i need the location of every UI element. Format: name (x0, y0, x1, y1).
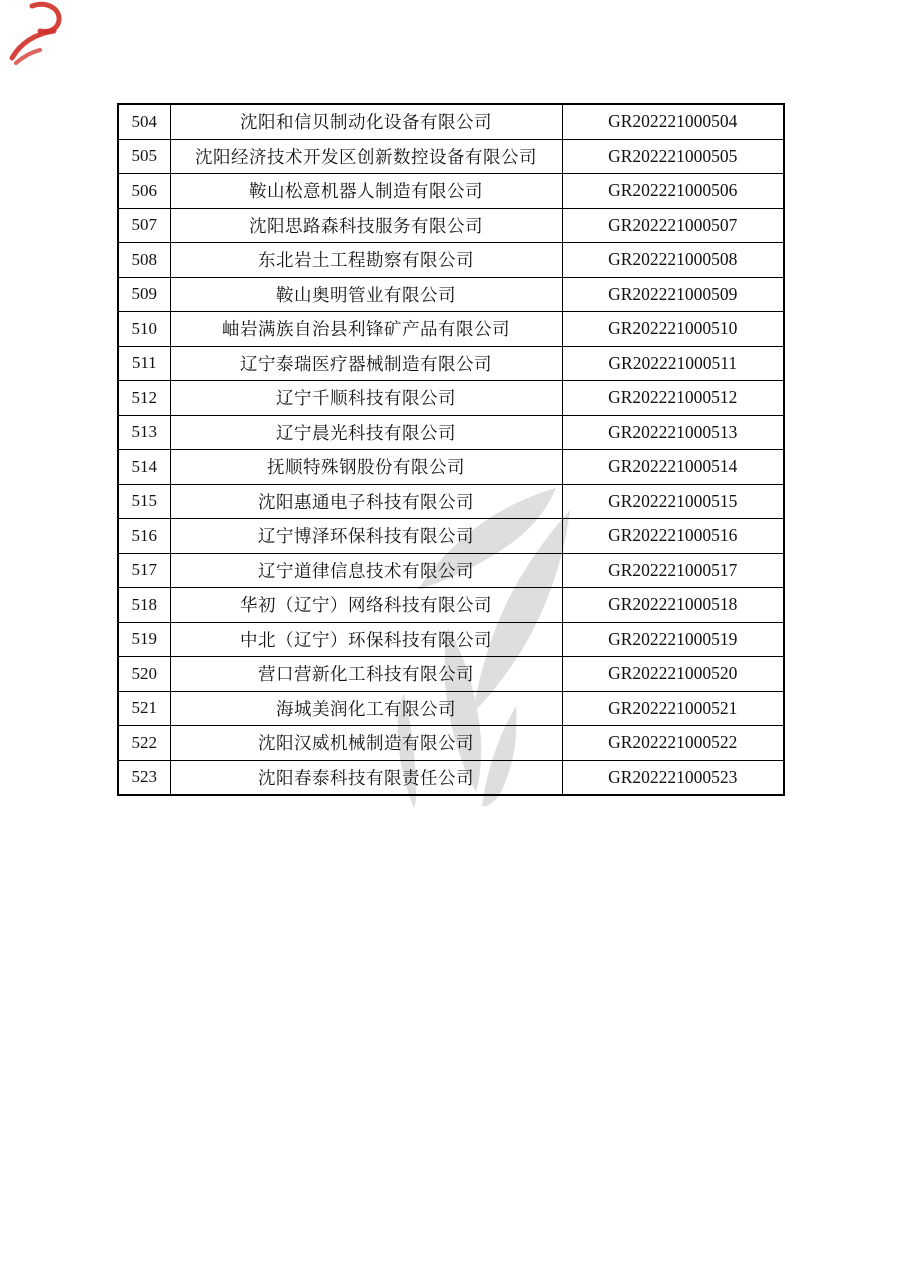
company-name: 海城美润化工有限公司 (170, 691, 562, 726)
row-number: 511 (118, 346, 170, 381)
row-number: 515 (118, 484, 170, 519)
table-row (118, 139, 784, 174)
row-number: 519 (118, 622, 170, 657)
table-row (118, 691, 784, 726)
table-row (118, 104, 784, 139)
company-certificate-table (117, 103, 785, 796)
table-row (118, 208, 784, 243)
company-name: 岫岩满族自治县利锋矿产品有限公司 (170, 312, 562, 347)
company-name: 沈阳春泰科技有限责任公司 (170, 760, 562, 795)
company-name: 辽宁泰瑞医疗器械制造有限公司 (170, 346, 562, 381)
table-row (118, 381, 784, 416)
table-row (118, 174, 784, 209)
table-row (118, 312, 784, 347)
certificate-code: GR202221000505 (562, 139, 784, 174)
certificate-code: GR202221000514 (562, 450, 784, 485)
row-number: 523 (118, 760, 170, 795)
row-number: 504 (118, 104, 170, 139)
table-row (118, 760, 784, 795)
certificate-code: GR202221000506 (562, 174, 784, 209)
table-row (118, 588, 784, 623)
certificate-code: GR202221000504 (562, 104, 784, 139)
company-name: 辽宁晨光科技有限公司 (170, 415, 562, 450)
row-number: 509 (118, 277, 170, 312)
company-name: 东北岩土工程勘察有限公司 (170, 243, 562, 278)
company-name: 中北（辽宁）环保科技有限公司 (170, 622, 562, 657)
table-row (118, 622, 784, 657)
certificate-code: GR202221000519 (562, 622, 784, 657)
company-name: 抚顺特殊钢股份有限公司 (170, 450, 562, 485)
certificate-code: GR202221000523 (562, 760, 784, 795)
row-number: 506 (118, 174, 170, 209)
row-number: 512 (118, 381, 170, 416)
row-number: 521 (118, 691, 170, 726)
row-number: 522 (118, 726, 170, 761)
red-pen-marks-icon (4, 0, 70, 68)
table-row (118, 519, 784, 554)
certificate-code: GR202221000508 (562, 243, 784, 278)
certificate-code: GR202221000513 (562, 415, 784, 450)
table-row (118, 657, 784, 692)
row-number: 514 (118, 450, 170, 485)
company-name: 辽宁博泽环保科技有限公司 (170, 519, 562, 554)
table-row (118, 243, 784, 278)
table-row (118, 346, 784, 381)
table-row (118, 415, 784, 450)
certificate-code: GR202221000522 (562, 726, 784, 761)
row-number: 513 (118, 415, 170, 450)
table-row (118, 484, 784, 519)
company-name: 营口营新化工科技有限公司 (170, 657, 562, 692)
certificate-code: GR202221000517 (562, 553, 784, 588)
row-number: 516 (118, 519, 170, 554)
company-name: 沈阳思路森科技服务有限公司 (170, 208, 562, 243)
company-name: 辽宁千顺科技有限公司 (170, 381, 562, 416)
row-number: 520 (118, 657, 170, 692)
company-name: 沈阳惠通电子科技有限公司 (170, 484, 562, 519)
certificate-code: GR202221000515 (562, 484, 784, 519)
certificate-code: GR202221000510 (562, 312, 784, 347)
company-name: 华初（辽宁）网络科技有限公司 (170, 588, 562, 623)
certificate-code: GR202221000511 (562, 346, 784, 381)
company-name: 辽宁道律信息技术有限公司 (170, 553, 562, 588)
certificate-code: GR202221000518 (562, 588, 784, 623)
table-row (118, 726, 784, 761)
table-row (118, 277, 784, 312)
company-name: 沈阳汉威机械制造有限公司 (170, 726, 562, 761)
company-name: 鞍山松意机器人制造有限公司 (170, 174, 562, 209)
row-number: 510 (118, 312, 170, 347)
company-table-body (118, 104, 784, 795)
table-row (118, 450, 784, 485)
certificate-code: GR202221000509 (562, 277, 784, 312)
row-number: 507 (118, 208, 170, 243)
company-name: 沈阳和信贝制动化设备有限公司 (170, 104, 562, 139)
certificate-code: GR202221000512 (562, 381, 784, 416)
table-row (118, 553, 784, 588)
certificate-code: GR202221000520 (562, 657, 784, 692)
company-name: 鞍山奥明管业有限公司 (170, 277, 562, 312)
company-name: 沈阳经济技术开发区创新数控设备有限公司 (170, 139, 562, 174)
row-number: 517 (118, 553, 170, 588)
certificate-code: GR202221000507 (562, 208, 784, 243)
certificate-code: GR202221000521 (562, 691, 784, 726)
row-number: 508 (118, 243, 170, 278)
row-number: 505 (118, 139, 170, 174)
certificate-code: GR202221000516 (562, 519, 784, 554)
row-number: 518 (118, 588, 170, 623)
